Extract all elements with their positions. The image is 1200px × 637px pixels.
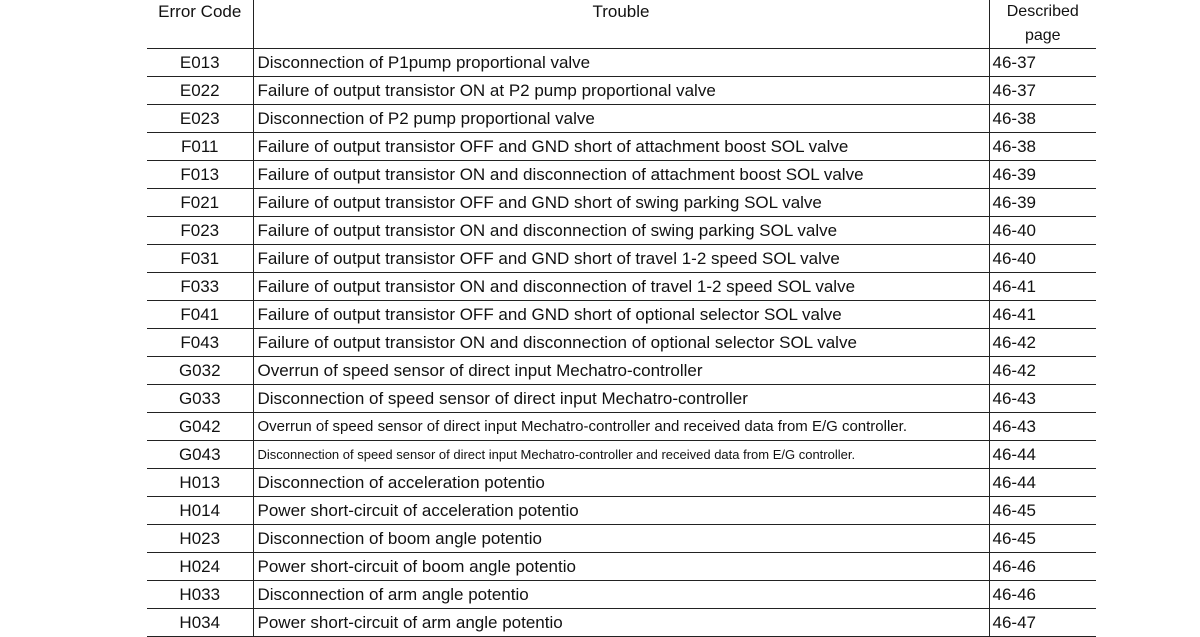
trouble-text: Overrun of speed sensor of direct input Mechatro-controller and received data from E/G controller. [253,413,989,441]
described-page: 46-39 [989,189,1096,217]
trouble-text: Failure of output transistor ON and disconnection of swing parking SOL valve [253,217,989,245]
header-described-page [989,0,1096,49]
header-error-code: Error Code [147,0,253,49]
trouble-text: Failure of output transistor ON and disconnection of attachment boost SOL valve [253,161,989,189]
described-page: 46-39 [989,161,1096,189]
error-code: E022 [147,77,253,105]
error-code: H023 [147,525,253,553]
table-row [147,273,1096,301]
table-row [147,497,1096,525]
table-header [147,0,1096,49]
error-code: F011 [147,133,253,161]
header-row [147,0,1096,49]
error-code: G042 [147,413,253,441]
described-page: 46-41 [989,301,1096,329]
trouble-text: Power short-circuit of arm angle potentio [253,609,989,637]
header-page-line2: page [1024,27,1061,44]
error-code: F013 [147,161,253,189]
described-page: 46-38 [989,133,1096,161]
described-page: 46-45 [989,525,1096,553]
error-code: H013 [147,469,253,497]
error-code: E023 [147,105,253,133]
table-row [147,217,1096,245]
trouble-text: Disconnection of speed sensor of direct input Mechatro-controller [253,385,989,413]
trouble-text: Failure of output transistor OFF and GND short of swing parking SOL valve [253,189,989,217]
trouble-text: Failure of output transistor OFF and GND short of optional selector SOL valve [253,301,989,329]
table-row [147,105,1096,133]
described-page: 46-43 [989,413,1096,441]
described-page: 46-41 [989,273,1096,301]
table-body [147,49,1096,637]
header-page-line1: Described [1006,3,1079,20]
error-code-table [147,0,1096,637]
error-code: H034 [147,609,253,637]
table-row [147,161,1096,189]
table-row [147,413,1096,441]
described-page: 46-45 [989,497,1096,525]
error-code: F033 [147,273,253,301]
error-code: H024 [147,553,253,581]
error-code: H033 [147,581,253,609]
table-row [147,469,1096,497]
trouble-text: Failure of output transistor ON and disconnection of optional selector SOL valve [253,329,989,357]
described-page: 46-44 [989,441,1096,469]
trouble-text: Failure of output transistor OFF and GND short of attachment boost SOL valve [253,133,989,161]
error-code: G032 [147,357,253,385]
described-page: 46-40 [989,245,1096,273]
table-row [147,385,1096,413]
error-code: F023 [147,217,253,245]
trouble-text: Overrun of speed sensor of direct input Mechatro-controller [253,357,989,385]
trouble-text: Power short-circuit of acceleration potentio [253,497,989,525]
table-row [147,581,1096,609]
described-page: 46-43 [989,385,1096,413]
table-row [147,49,1096,77]
described-page: 46-38 [989,105,1096,133]
trouble-text: Failure of output transistor ON at P2 pump proportional valve [253,77,989,105]
trouble-text: Failure of output transistor ON and disconnection of travel 1-2 speed SOL valve [253,273,989,301]
described-page: 46-37 [989,49,1096,77]
described-page: 46-42 [989,329,1096,357]
table-row [147,301,1096,329]
trouble-text: Disconnection of speed sensor of direct input Mechatro-controller and received data from E/G controller. [253,441,989,469]
table-row [147,525,1096,553]
trouble-text: Disconnection of boom angle potentio [253,525,989,553]
trouble-text: Power short-circuit of boom angle potentio [253,553,989,581]
table-row [147,77,1096,105]
described-page: 46-46 [989,553,1096,581]
table-row [147,609,1096,637]
described-page: 46-44 [989,469,1096,497]
table-row [147,189,1096,217]
table-row [147,357,1096,385]
described-page: 46-40 [989,217,1096,245]
error-code: H014 [147,497,253,525]
described-page: 46-46 [989,581,1096,609]
table-row [147,329,1096,357]
described-page: 46-47 [989,609,1096,637]
error-code: F021 [147,189,253,217]
error-code: F043 [147,329,253,357]
error-code: E013 [147,49,253,77]
table-row [147,553,1096,581]
table-row [147,245,1096,273]
error-code: F031 [147,245,253,273]
error-code: F041 [147,301,253,329]
trouble-text: Disconnection of P2 pump proportional valve [253,105,989,133]
header-trouble: Trouble [253,0,989,49]
trouble-text: Disconnection of P1pump proportional valve [253,49,989,77]
described-page: 46-37 [989,77,1096,105]
trouble-text: Disconnection of arm angle potentio [253,581,989,609]
trouble-text: Disconnection of acceleration potentio [253,469,989,497]
table-row [147,441,1096,469]
table-row [147,133,1096,161]
error-code: G043 [147,441,253,469]
error-code: G033 [147,385,253,413]
trouble-text: Failure of output transistor OFF and GND short of travel 1-2 speed SOL valve [253,245,989,273]
described-page: 46-42 [989,357,1096,385]
